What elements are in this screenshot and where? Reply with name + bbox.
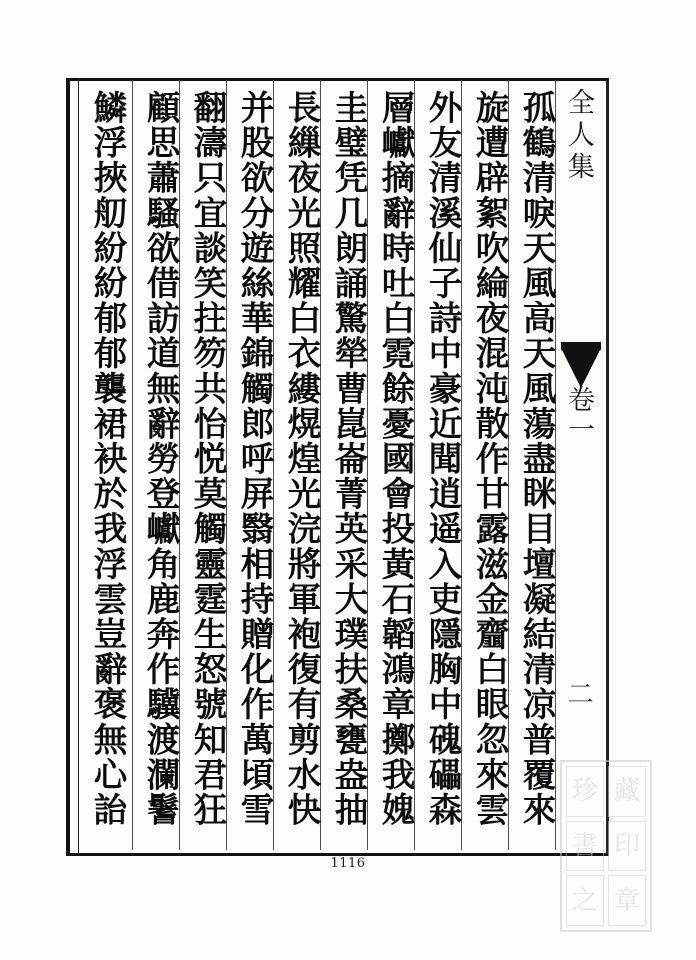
page-number: 1116 (330, 856, 366, 871)
seal-glyph: 藏 (608, 766, 646, 817)
text-column-7: 并股欲分遊絲華錦觸郎呼屏翳相持贈化作萬頃雪 (235, 90, 274, 828)
text-column-9: 顧思蕭騷欲借訪道無辭勞登巘角鹿奔作驥渡瀾鬐 (141, 90, 180, 828)
text-column-5: 圭璧凭几朗誦驚犖曹崑崙菁英采大璞扶桑甕盎抽 (329, 90, 368, 828)
seal-glyph: 印 (608, 821, 646, 872)
seal-glyph: 章 (608, 875, 646, 926)
text-column-6: 長繅夜光照耀白衣縷熀煌光浣將軍袍復有剪水快 (282, 90, 321, 828)
text-column-3: 外友清溪仙子詩中豪近聞逍遥入吏隱胸中磈礧森 (423, 90, 462, 828)
margin-title: 全人集 (563, 88, 594, 184)
text-column-10: 鱗浮挾舠紛紛郁郁襲裙袂於我浮雲豈辭褒無心詒 (88, 90, 127, 828)
seal-glyph: 書 (566, 821, 604, 872)
fishtail-mark-icon (561, 348, 601, 388)
seal-glyph: 之 (566, 875, 604, 926)
text-column-4: 層巘摘辭時吐白霓餘憂國會投黃石韜鴻章擲我媿 (376, 90, 415, 828)
seal-stamp-icon (560, 760, 652, 932)
text-column-8: 翻濤只宜談笑拄笏共怡悦莫觸靈霆生怒號知君狂 (188, 90, 227, 828)
inner-rule (78, 78, 79, 853)
page-center-margin (555, 80, 601, 850)
seal-glyph: 珍 (566, 766, 604, 817)
text-column-1: 孤鶴清唳天風高天風蕩盡眯目壇凝結清凉普覆來 (517, 90, 556, 828)
leaf-number: 二 (563, 680, 593, 706)
text-column-2: 旋遭辟絮吹綸夜混沌散作甘露滋金齏白眼忽來雲 (470, 90, 509, 828)
margin-section: 卷一 (563, 385, 594, 445)
